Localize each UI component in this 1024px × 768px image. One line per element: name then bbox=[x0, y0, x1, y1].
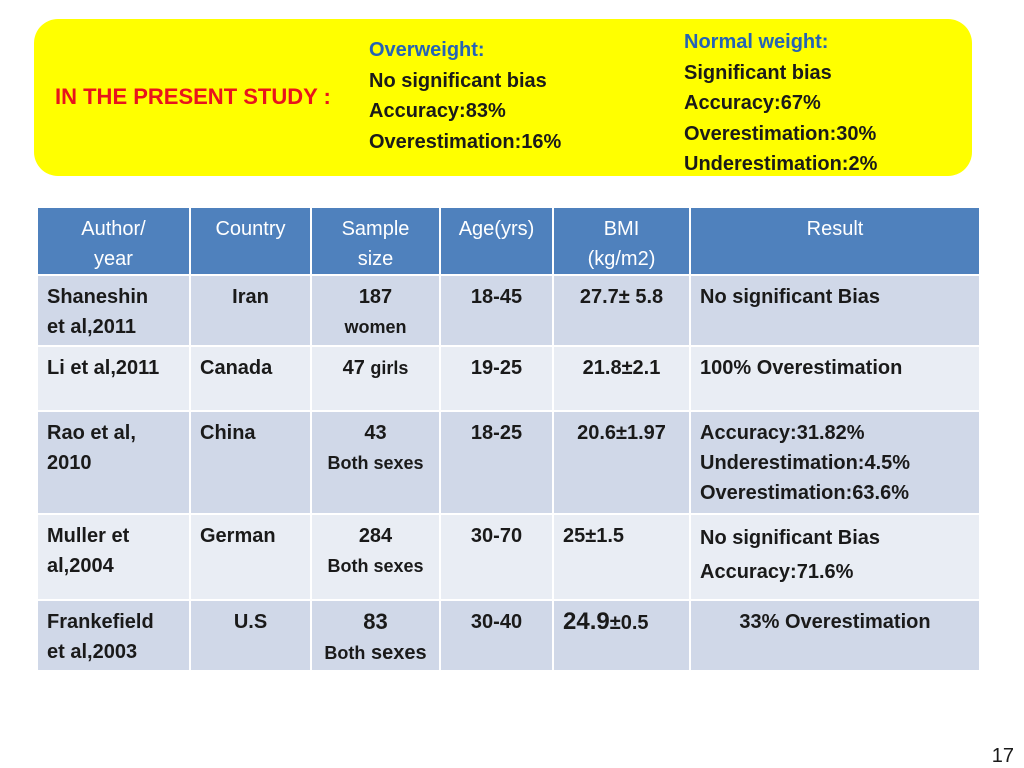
overweight-line: No significant bias bbox=[369, 69, 547, 92]
studies-table bbox=[36, 206, 981, 672]
overweight-heading: Overweight: bbox=[369, 39, 485, 61]
table-row bbox=[37, 600, 980, 671]
page-number: 17 bbox=[991, 745, 1014, 767]
cell-bmi: 20.6±1.97 bbox=[553, 411, 690, 514]
cell-sample: 43 Both sexes bbox=[311, 411, 440, 514]
overweight-line: Overestimation:16% bbox=[369, 130, 562, 153]
cell-result: 100% Overestimation bbox=[690, 346, 980, 411]
cell-country: Iran bbox=[190, 275, 311, 346]
cell-bmi: 24.9±0.5 bbox=[553, 600, 690, 671]
cell-bmi: 27.7± 5.8 bbox=[553, 275, 690, 346]
header-age: Age(yrs) bbox=[440, 207, 553, 275]
normal-weight-line: Overestimation:30% bbox=[684, 122, 877, 145]
cell-result: 33% Overestimation bbox=[690, 600, 980, 671]
table-row bbox=[37, 514, 980, 600]
overweight-findings bbox=[369, 35, 561, 157]
cell-sample: 284 Both sexes bbox=[311, 514, 440, 600]
cell-sample: 83 Both sexes bbox=[311, 600, 440, 671]
normal-weight-line: Accuracy:67% bbox=[684, 92, 821, 114]
header-result: Result bbox=[690, 207, 980, 275]
cell-country: U.S bbox=[190, 600, 311, 671]
table-row bbox=[37, 411, 980, 514]
table-row bbox=[37, 275, 980, 346]
cell-age: 18-25 bbox=[440, 411, 553, 514]
cell-result: No significant Bias Accuracy:71.6% bbox=[690, 514, 980, 600]
cell-author: Shaneshin et al,2011 bbox=[37, 275, 190, 346]
cell-age: 18-45 bbox=[440, 275, 553, 346]
header-sample-size: Sample size bbox=[311, 207, 440, 275]
cell-sample: 47 girls bbox=[311, 346, 440, 411]
normal-weight-findings bbox=[684, 27, 877, 180]
cell-result: Accuracy:31.82% Underestimation:4.5% Overestimation:63.6% bbox=[690, 411, 980, 514]
cell-country: China bbox=[190, 411, 311, 514]
table-header-row bbox=[37, 207, 980, 275]
normal-weight-heading: Normal weight: bbox=[684, 31, 829, 53]
cell-bmi: 25±1.5 bbox=[553, 514, 690, 600]
cell-author: Frankefield et al,2003 bbox=[37, 600, 190, 671]
cell-result: No significant Bias bbox=[690, 275, 980, 346]
cell-sample: 187 women bbox=[311, 275, 440, 346]
cell-bmi: 21.8±2.1 bbox=[553, 346, 690, 411]
cell-author: Muller et al,2004 bbox=[37, 514, 190, 600]
cell-author: Rao et al, 2010 bbox=[37, 411, 190, 514]
header-bmi: BMI (kg/m2) bbox=[553, 207, 690, 275]
cell-age: 30-40 bbox=[440, 600, 553, 671]
normal-weight-line: Significant bias bbox=[684, 61, 832, 84]
cell-author: Li et al,2011 bbox=[37, 346, 190, 411]
cell-country: German bbox=[190, 514, 311, 600]
header-country: Country bbox=[190, 207, 311, 275]
cell-age: 30-70 bbox=[440, 514, 553, 600]
present-study-label: IN THE PRESENT STUDY : bbox=[55, 84, 331, 109]
header-author-year: Author/ year bbox=[37, 207, 190, 275]
cell-country: Canada bbox=[190, 346, 311, 411]
overweight-line: Accuracy:83% bbox=[369, 100, 506, 122]
cell-age: 19-25 bbox=[440, 346, 553, 411]
table-row bbox=[37, 346, 980, 411]
normal-weight-line: Underestimation:2% bbox=[684, 153, 878, 175]
